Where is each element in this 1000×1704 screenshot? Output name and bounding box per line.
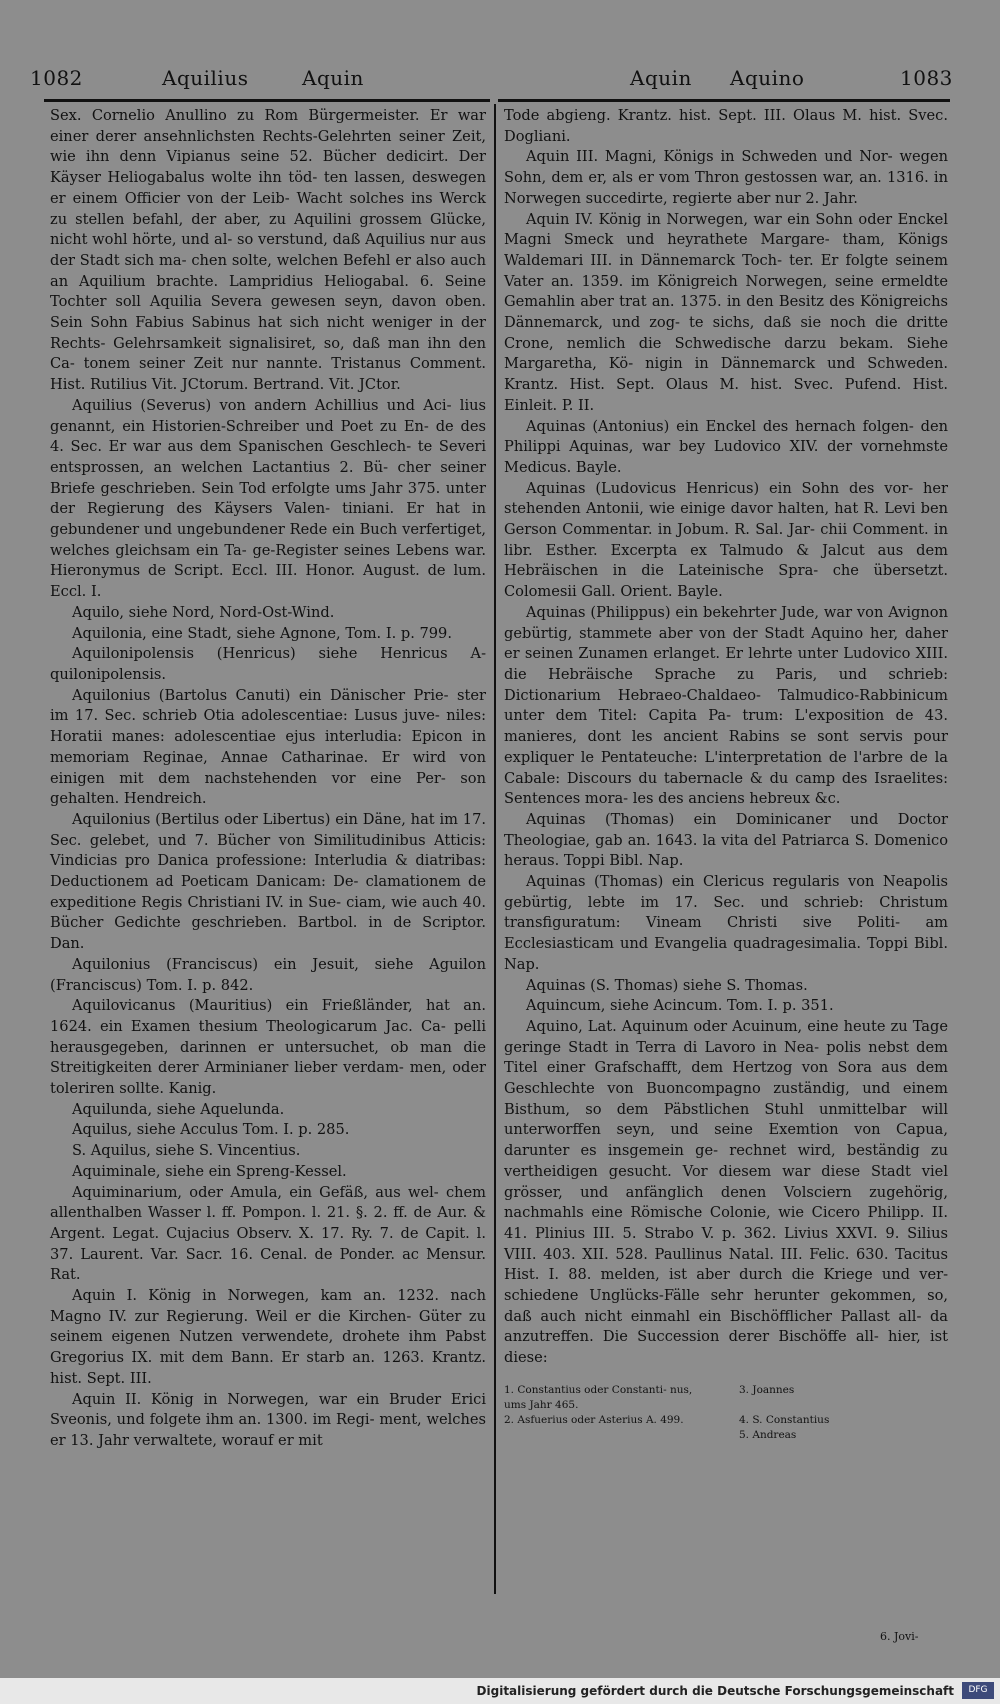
left-header-rule xyxy=(44,99,490,102)
dictionary-entry: Aquilonius (Bartolus Canuti) ein Dänischer Prie- ster im 17. Sec. schrieb Otia adolescentiae: Lusus juve- niles: Horatii manes: adolescentiae ejus interludia: Epicon in memoriam Reginae, Annae Catharinae. Er wird von einigen mit dem nachstehenden vor eine Per- son gehalten. Hendreich. xyxy=(50,686,486,808)
dictionary-entry: Aquilonius (Bertilus oder Libertus) ein Däne, hat im 17. Sec. gelebet, und 7. Bücher von Similitudinibus Atticis: Vindicias pro Danica professione: Interludia & diatribas: Deductionem ad Poeticam Danicam: De- clamationem de expeditione Regis Christiani IV. in Sue- ciam, wie auch 40. Bücher Gedichte geschrieben. Bartbol. in de Scriptor. Dan. xyxy=(50,810,486,953)
left-running-head-2: Aquin xyxy=(302,66,364,90)
dictionary-entry: Aquilonius (Franciscus) ein Jesuit, siehe Aguilon (Franciscus) Tom. I. p. 842. xyxy=(50,955,486,994)
catchword: 6. Jovi- xyxy=(880,1630,919,1643)
succession-item: 3. Joannes xyxy=(739,1383,795,1396)
right-page-number: 1083 xyxy=(900,66,953,90)
dictionary-entry: S. Aquilus, siehe S. Vincentius. xyxy=(72,1142,301,1160)
left-page-number: 1082 xyxy=(30,66,83,90)
digitization-footer xyxy=(0,1678,1000,1704)
dictionary-entry: Aquin IV. König in Norwegen, war ein Sohn oder Enckel Magni Smeck und heyrathete Margare- tham, Königs Waldemari III. in Dännemarck Toch- ter. Er folgte seinem Vater an. 1359. im Königreich Norwegen, seine ermeldte Gemahlin aber trat an. 1375. in den Besitz des Königreichs Dännemarck, und zog- te sichs, daß sie noch die dritte Crone, nemlich die Schwedische darzu bekam. Siehe Margaretha, Kö- nigin in Dännemarck und Schweden. Krantz. Hist. Sept. Olaus M. hist. Svec. Pufend. Hist. Einleit. P. II. xyxy=(504,210,948,414)
right-column xyxy=(504,106,948,1443)
dictionary-entry: Aquilonipolensis (Henricus) siehe Henricus A- quilonipolensis. xyxy=(50,645,486,683)
dictionary-entry: Aquincum, siehe Acincum. Tom. I. p. 351. xyxy=(526,997,834,1015)
footer-credit: Digitalisierung gefördert durch die Deutsche Forschungsgemeinschaft xyxy=(476,1684,954,1698)
dictionary-entry: Aquilus, siehe Acculus Tom. I. p. 285. xyxy=(72,1121,350,1139)
dictionary-entry: Aquilius (Severus) von andern Achillius und Aci- lius genannt, ein Historien-Schreiber und Poet zu En- de des 4. Sec. Er war aus dem Spanischen Geschlech- te Severi entsprossen, an welchen Lactantius 2. Bü- cher seiner Briefe geschrieben. Sein Tod erfolgte ums Jahr 375. unter der Regierung des Käysers Valen- tiniani. Er hat in gebundener und ungebundener Rede ein Buch verfertiget, welches gleichsam ein Ta- ge-Register seines Lebens war. Hieronymus de Script. Eccl. III. Honor. August. de lum. Eccl. I. xyxy=(50,396,486,601)
dictionary-entry: Sex. Cornelio Anullino zu Rom Bürgermeister. Er war einer derer ansehnlichsten Rechts-Gelehrten seiner Zeit, wie ihn denn Vipianus seine 52. Bücher dedicirt. Der Käyser Heliogabalus wolte ihn töd- ten lassen, deswegen er einem Officier von der Leib- Wacht solches ins Werck zu stellen befahl, der aber, zu Aquilini grossem Glücke, nicht wohl hörte, und al- so verstund, daß Aquilius nur aus der Stadt sich ma- chen solte, welchen Befehl er also auch an Aquilium brachte. Lampridius Heliogabal. 6. Seine Tochter soll Aquilia Severa gewesen seyn, davon oben. Sein Sohn Fabius Sabinus hat sich nicht weniger in der Rechts- Gelehrsamkeit signalisiret, so, daß man ihn den Ca- tonem seiner Zeit nur nannte. Tristanus Comment. Hist. Rutilius Vit. JCtorum. Bertrand. Vit. JCtor. xyxy=(50,107,486,394)
dictionary-entry: Tode abgieng. Krantz. hist. Sept. III. Olaus M. hist. Svec. Dogliani. xyxy=(504,107,948,145)
right-column-entries xyxy=(504,106,948,1369)
dictionary-entry: Aquinas (Philippus) ein bekehrter Jude, war von Avignon gebürtig, stammete aber von der Stadt Aquino her, daher er seinen Zunamen erlanget. Er lehrte unter Ludovico XIII. die Hebräische Sprache zu Paris, und schrieb: Dictionarium Hebraeo-Chaldaeo- Talmudico-Rabbinicum unter dem Titel: Capita Pa- trum: L'exposition de 43. manieres, dont les ancient Rabins se sont servis pour expliquer le Pentateuche: L'interpretation de l'arbre de la Cabale: Discours du tabernacle & du camp des Israelites: Sentences mora- les des anciens hebreux &c. xyxy=(504,603,948,808)
dictionary-entry: Aquinas (Thomas) ein Clericus regularis von Neapolis gebürtig, lebte im 17. Sec. und schrieb: Christum transfiguratum: Vineam Christi sive Politi- am Ecclesiasticam und Evangelia quadragesimalia. Toppi Bibl. Nap. xyxy=(504,873,948,973)
dictionary-entry: Aquin I. König in Norwegen, kam an. 1232. nach Magno IV. zur Regierung. Weil er die Kirchen- Güter zu seinem eigenen Nutzen verwendete, drohete ihm Pabst Gregorius IX. mit dem Bann. Er starb an. 1263. Krantz. hist. Sept. III. xyxy=(50,1287,486,1387)
succession-item xyxy=(504,1428,713,1443)
dictionary-entry: Aquilonia, eine Stadt, siehe Agnone, Tom. I. p. 799. xyxy=(72,624,452,642)
right-running-head-2: Aquino xyxy=(730,66,805,90)
left-column xyxy=(50,106,486,1452)
dictionary-entry: Aquin II. König in Norwegen, war ein Bruder Erici Sveonis, und folgete ihm an. 1300. im Regi- ment, welches er 13. Jahr verwaltete, worauf er mit xyxy=(50,1390,486,1449)
dictionary-entry: Aquinas (Ludovicus Henricus) ein Sohn des vor- her stehenden Antonii, wie einige davor halten, hat R. Levi ben Gerson Commentar. in Jobum. R. Sal. Jar- chii Comment. in libr. Esther. Excerpta ex Talmudo & Jalcut aus dem Hebräischen in die Lateinische Spra- che übersetzt. Colomesii Gall. Orient. Bayle. xyxy=(504,479,948,601)
left-running-head-1: Aquilius xyxy=(162,66,249,90)
dictionary-entry: Aquinas (S. Thomas) siehe S. Thomas. xyxy=(526,976,808,994)
dfg-logo: DFG xyxy=(962,1682,994,1699)
dictionary-entry: Aquiminale, siehe ein Spreng-Kessel. xyxy=(72,1162,347,1180)
dictionary-entry: Aquinas (Thomas) ein Dominicaner und Doctor Theologiae, gab an. 1643. la vita del Patriarca S. Domenico heraus. Toppi Bibl. Nap. xyxy=(504,810,948,870)
dictionary-entry: Aquilunda, siehe Aquelunda. xyxy=(72,1100,285,1118)
succession-item: 2. Asfuerius oder Asterius A. 499. xyxy=(504,1413,684,1426)
dictionary-entry: Aquilovicanus (Mauritius) ein Frießländer, hat an. 1624. ein Examen thesium Theologicarum Jac. Ca- pelli herausgegeben, darinnen er untersuchet, ob man die Streitigkeiten derer Arminianer lieber verdam- men, oder toleriren sollte. Kanig. xyxy=(50,997,486,1098)
right-header-rule xyxy=(498,99,950,102)
dictionary-entry: Aquilo, siehe Nord, Nord-Ost-Wind. xyxy=(72,603,335,621)
succession-item: 1. Constantius oder Constanti- nus, ums Jahr 465. xyxy=(504,1383,693,1411)
dictionary-entry: Aquin III. Magni, Königs in Schweden und Nor- wegen Sohn, dem er, als er vom Thron gestossen war, an. 1316. in Norwegen succedirte, regierte aber nur 2. Jahr. xyxy=(504,148,948,207)
succession-item: 5. Andreas xyxy=(739,1428,797,1441)
succession-item: 4. S. Constantius xyxy=(739,1413,830,1426)
column-divider xyxy=(494,104,496,1594)
dictionary-entry: Aquino, Lat. Aquinum oder Acuinum, eine heute zu Tage geringe Stadt in Terra di Lavoro in Nea- polis nebst dem Titel einer Grafschafft, dem Hertzog von Sora aus dem Geschlechte von Buoncompagno zuständig, und einem Bisthum, so dem Päbstlichen Stuhl unmittelbar will unterworffen seyn, und seine Exemtion von Capua, darunter es insgemein ge- rechnet wird, beständig zu vertheidigen gesucht. Vor diesem war diese Stadt viel grösser, und anfänglich denen Volsciern zugehörig, nachmahls eine Römische Colonie, wie Cicero Philipp. II. 41. Plinius III. 5. Strabo V. p. 362. Livius XXVI. 9. Silius VIII. 403. XII. 528. Paullinus Natal. III. Felic. 630. Tacitus Hist. I. 88. melden, ist aber durch die Kriege und ver- schiedene Unglücks-Fälle sehr herunter gekommen, so, daß auch nicht einmahl ein Bischöfflicher Pallast all- da anzutreffen. Die Succession derer Bischöffe all- hier, ist diese: xyxy=(504,1017,948,1367)
right-running-head-1: Aquin xyxy=(630,66,692,90)
bishop-succession-list xyxy=(504,1383,948,1443)
dictionary-entry: Aquinas (Antonius) ein Enckel des hernach folgen- den Philippi Aquinas, war bey Ludovico XIV. der vornehmste Medicus. Bayle. xyxy=(504,417,948,476)
dictionary-entry: Aquiminarium, oder Amula, ein Gefäß, aus wel- chem allenthalben Wasser l. ff. Pompon. l. 21. §. 2. ff. de Aur. & Argent. Legat. Cujacius Observ. X. 17. Ry. 7. de Capit. l. 37. Laurent. Var. Sacr. 16. Cenal. de Ponder. ac Mensur. Rat. xyxy=(50,1183,486,1284)
